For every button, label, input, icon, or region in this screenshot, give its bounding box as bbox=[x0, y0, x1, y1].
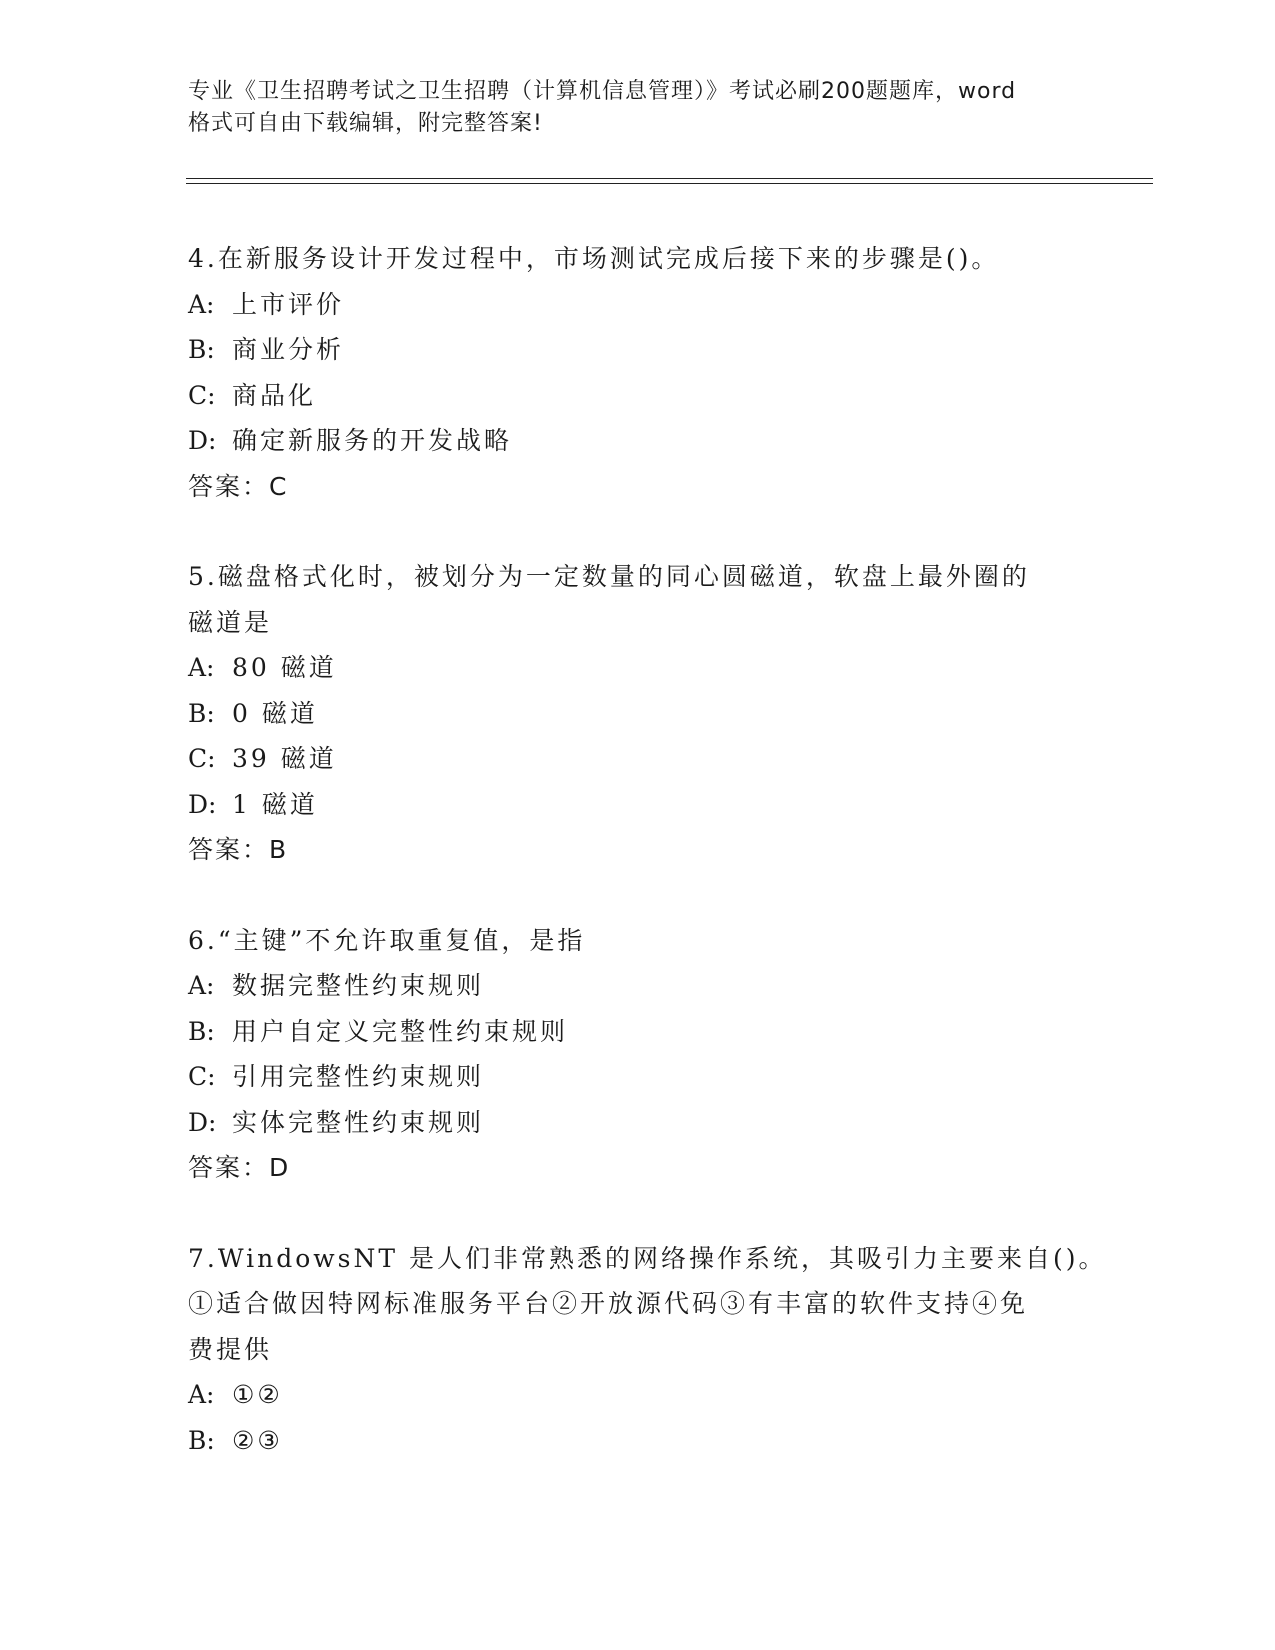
answer-option bbox=[188, 1100, 1088, 1146]
option-letter: C: bbox=[188, 1062, 216, 1091]
option-text: 1 磁道 bbox=[232, 789, 318, 819]
option-text: ②③ bbox=[232, 1425, 283, 1455]
option-letter: C: bbox=[188, 380, 216, 410]
answer-option bbox=[188, 1009, 1088, 1055]
option-letter: B: bbox=[188, 335, 215, 364]
question-text: 4.在新服务设计开发过程中，市场测试完成后接下来的步骤是()。 bbox=[188, 244, 1000, 273]
answer-option bbox=[188, 645, 1088, 691]
answer-option bbox=[188, 1418, 1088, 1464]
question-text: 5.磁盘格式化时，被划分为一定数量的同心圆磁道，软盘上最外圈的 bbox=[188, 562, 1030, 591]
answer-option bbox=[188, 1054, 1088, 1100]
option-letter: B: bbox=[188, 1425, 215, 1455]
option-letter: D: bbox=[188, 1107, 217, 1137]
option-letter: B: bbox=[188, 1016, 215, 1046]
option-letter: C: bbox=[188, 744, 216, 773]
document-header bbox=[188, 76, 1088, 140]
option-text: 实体完整性约束规则 bbox=[232, 1107, 485, 1137]
header-line-2: 格式可自由下载编辑，附完整答案! bbox=[188, 111, 543, 136]
header-divider-bottom bbox=[186, 183, 1153, 184]
option-text: 数据完整性约束规则 bbox=[232, 971, 485, 1000]
option-text: 确定新服务的开发战略 bbox=[232, 426, 513, 455]
option-text: ①② bbox=[232, 1380, 283, 1409]
question-block bbox=[188, 1236, 1107, 1464]
option-text: 80 磁道 bbox=[232, 653, 337, 682]
question-text: 7.WindowsNT 是人们非常熟悉的网络操作系统，其吸引力主要来自()。 bbox=[188, 1243, 1107, 1273]
option-text: 商业分析 bbox=[232, 335, 345, 364]
option-text: 引用完整性约束规则 bbox=[232, 1062, 485, 1091]
question-block bbox=[188, 918, 1088, 1191]
answer-option bbox=[188, 1372, 1088, 1418]
question-text: 磁道是 bbox=[188, 607, 273, 637]
question-text: ①适合做因特网标准服务平台②开放源代码③有丰富的软件支持④免 bbox=[188, 1289, 1029, 1318]
option-letter: A: bbox=[188, 289, 215, 319]
option-letter: B: bbox=[188, 698, 215, 728]
question-block bbox=[188, 236, 1088, 509]
option-letter: D: bbox=[188, 789, 217, 819]
option-letter: D: bbox=[188, 426, 217, 455]
answer-option bbox=[188, 327, 1088, 373]
answer-option bbox=[188, 782, 1088, 828]
option-text: 39 磁道 bbox=[232, 744, 337, 773]
option-text: 用户自定义完整性约束规则 bbox=[232, 1016, 569, 1046]
question-block bbox=[188, 554, 1088, 873]
answer-key: 答案：D bbox=[188, 1153, 291, 1182]
answer-option bbox=[188, 373, 1088, 419]
option-text: 上市评价 bbox=[232, 289, 345, 319]
header-line-1: 专业《卫生招聘考试之卫生招聘（计算机信息管理）》考试必刷200题题库，word bbox=[188, 79, 1017, 104]
answer-option bbox=[188, 418, 1088, 464]
option-text: 0 磁道 bbox=[232, 698, 318, 728]
question-list bbox=[188, 236, 1107, 1463]
answer-option bbox=[188, 282, 1088, 328]
answer-key: 答案：C bbox=[188, 471, 289, 501]
header-divider-top bbox=[186, 178, 1153, 179]
option-letter: A: bbox=[188, 971, 215, 1000]
answer-key: 答案：B bbox=[188, 835, 289, 864]
answer-option bbox=[188, 691, 1088, 737]
answer-option bbox=[188, 963, 1088, 1009]
option-letter: A: bbox=[188, 653, 215, 682]
question-text: 6.“主键”不允许取重复值，是指 bbox=[188, 925, 586, 955]
option-text: 商品化 bbox=[232, 380, 317, 410]
question-text: 费提供 bbox=[188, 1334, 273, 1364]
option-letter: A: bbox=[188, 1380, 215, 1409]
answer-option bbox=[188, 736, 1088, 782]
